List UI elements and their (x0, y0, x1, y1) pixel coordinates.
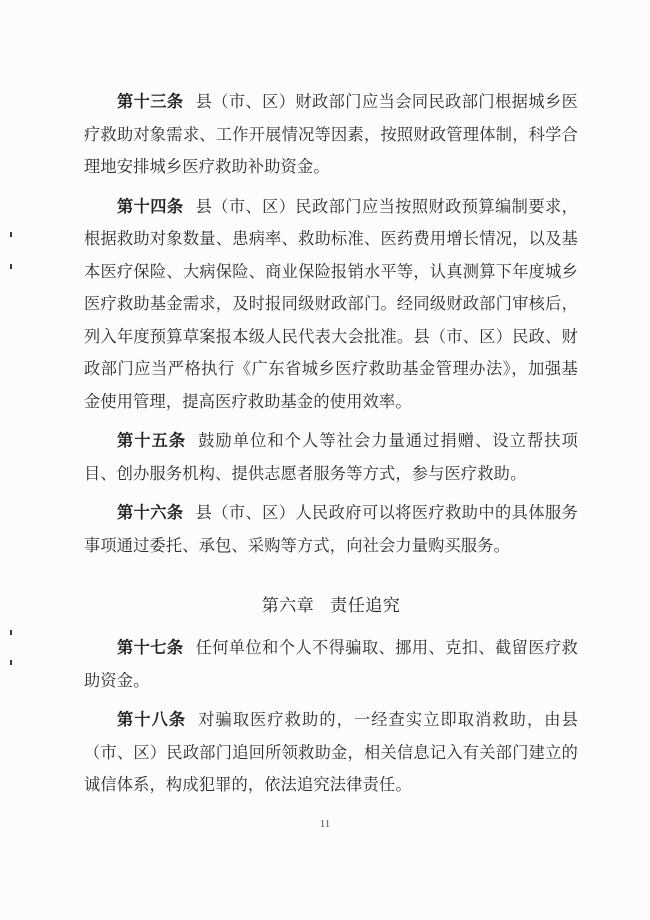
chapter-heading (84, 590, 578, 622)
chapter-title: 责任追究 (330, 596, 401, 616)
article-13 (84, 86, 578, 184)
chapter-number: 第六章 (261, 596, 315, 616)
article-18 (84, 704, 578, 802)
article-14 (84, 191, 578, 419)
article-number: 第十七条 (117, 638, 184, 657)
binding-mark (10, 232, 12, 237)
article-text: 县（市、区）民政部门应当按照财政预算编制要求，根据救助对象数量、患病率、救助标准、医药费用增长情况，以及基本医疗保险、大病保险、商业保险报销水平等，认真测算下年度城乡医疗救助基金需求，及时报同级财政部门。经同级财政部门审核后，列入年度预算草案报本级人民代表大会批准。县（市、区）民政、财政部门应当严格执行《广东省城乡医疗救助基金管理办法》，加强基金使用管理，提高医疗救助基金的使用效率。 (84, 196, 578, 411)
article-16 (84, 497, 578, 562)
document-body (84, 86, 578, 809)
article-number: 第十四条 (117, 196, 184, 216)
article-text: 任何单位和个人不得骗取、挪用、克扣、截留医疗救助资金。 (84, 638, 578, 690)
article-text: 鼓励单位和个人等社会力量通过捐赠、设立帮扶项目、创办服务机构、提供志愿者服务等方式，参与医疗救助。 (84, 431, 578, 483)
article-number: 第十五条 (117, 431, 187, 450)
binding-mark (10, 264, 12, 269)
article-number: 第十三条 (117, 92, 184, 111)
binding-marks (10, 0, 18, 920)
article-text: 县（市、区）财政部门应当会同民政部门根据城乡医疗救助对象需求、工作开展情况等因素，按照财政管理体制，科学合理地安排城乡医疗救助补助资金。 (84, 92, 578, 176)
article-number: 第十八条 (117, 710, 187, 729)
binding-mark (10, 630, 12, 635)
article-text: 县（市、区）人民政府可以将医疗救助中的具体服务事项通过委托、承包、采购等方式，向社会力量购买服务。 (84, 503, 578, 555)
page-number: 11 (319, 818, 331, 830)
article-15 (84, 425, 578, 490)
article-text: 对骗取医疗救助的，一经查实立即取消救助，由县（市、区）民政部门追回所领救助金，相关信息记入有关部门建立的诚信体系，构成犯罪的，依法追究法律责任。 (84, 710, 578, 794)
article-number: 第十六条 (117, 503, 184, 522)
article-17 (84, 632, 578, 697)
binding-mark (10, 660, 12, 665)
